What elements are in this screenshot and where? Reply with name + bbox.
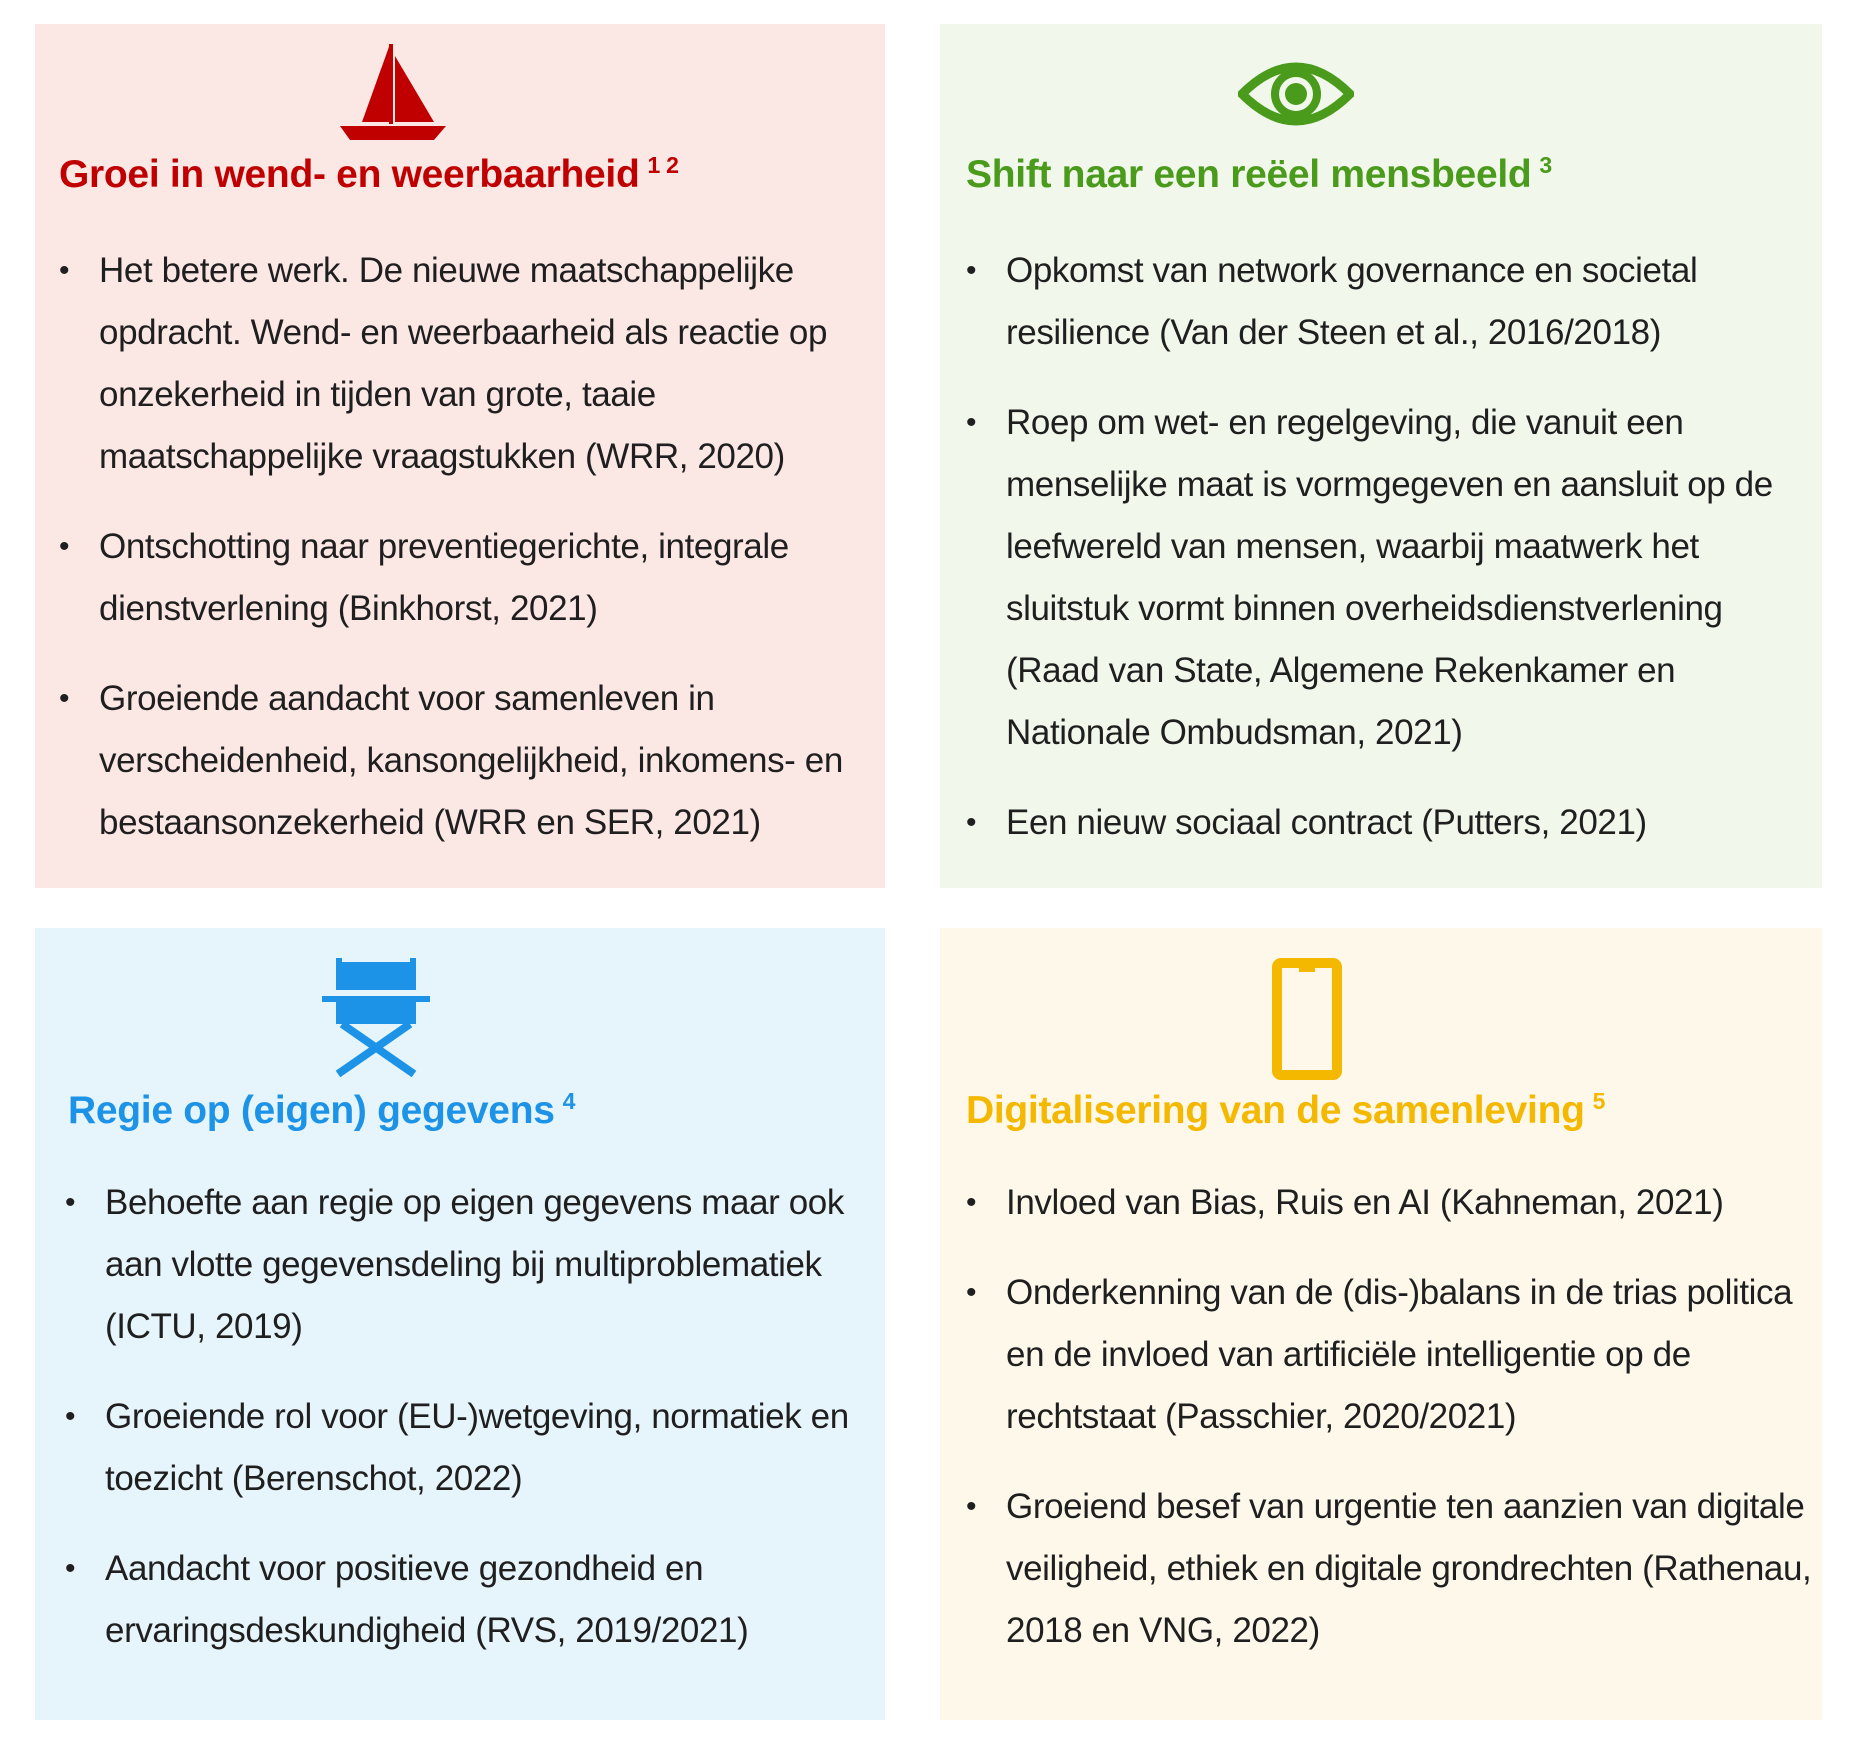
list-item: • Roep om wet- en regelgeving, die vanuit een menselijke maat is vormgegeven en aansluit op de leefwereld van mensen, waarbij maatwerk het sluitstuk vormt binnen overheidsdienstverlening (Raad van State, Algemene Rekenkamer en Nationale Ombudsman, 2021) (966, 392, 1812, 764)
sailboat-icon (338, 42, 448, 142)
eye-icon (1238, 54, 1354, 134)
footnote-ref: 1 2 (647, 152, 679, 178)
bullet-list (65, 1172, 875, 1662)
panel-data-control (35, 928, 885, 1720)
list-item: • Opkomst van network governance en societal resilience (Van der Steen et al., 2016/2018) (966, 240, 1812, 364)
panel-human-view (940, 24, 1822, 888)
list-item: • Groeiend besef van urgentie ten aanzien van digitale veiligheid, ethiek en digitale grondrechten (Rathenau, 2018 en VNG, 2022) (966, 1476, 1812, 1662)
panel-title: Groei in wend- en weerbaarheid $^{1 2}$ (59, 152, 679, 196)
bullet-list (59, 240, 869, 854)
list-item: • Groeiende rol voor (EU-)wetgeving, normatiek en toezicht (Berenschot, 2022) (65, 1386, 875, 1510)
list-item: • Ontschotting naar preventiegerichte, integrale dienstverlening (Binkhorst, 2021) (59, 516, 869, 640)
smartphone-icon (1272, 958, 1342, 1080)
list-item: • Behoefte aan regie op eigen gegevens maar ook aan vlotte gegevensdeling bij multiproblematiek (ICTU, 2019) (65, 1172, 875, 1358)
footnote-ref: 4 (562, 1088, 576, 1114)
bullet-list (966, 1172, 1812, 1662)
panel-title: Digitalisering van de samenleving $^5$ (966, 1088, 1606, 1132)
list-item: • Groeiende aandacht voor samenleven in verscheidenheid, kansongelijkheid, inkomens- en bestaansonzekerheid (WRR en SER, 2021) (59, 668, 869, 854)
panel-title: Regie op (eigen) gegevens $^4$ (68, 1088, 576, 1132)
panel-title: Shift naar een reëel mensbeeld $^3$ (966, 152, 1552, 196)
list-item: • Aandacht voor positieve gezondheid en ervaringsdeskundigheid (RVS, 2019/2021) (65, 1538, 875, 1662)
directors-chair-icon (320, 956, 432, 1078)
panel-resilience (35, 24, 885, 888)
list-item: • Onderkenning van de (dis-)balans in de trias politica en de invloed van artificiële intelligentie op de rechtstaat (Passchier, 2020/2021) (966, 1262, 1812, 1448)
footnote-ref: 5 (1592, 1088, 1606, 1114)
panel-digitalisation (940, 928, 1822, 1720)
footnote-ref: 3 (1539, 152, 1552, 178)
list-item: • Het betere werk. De nieuwe maatschappelijke opdracht. Wend- en weerbaarheid als reactie op onzekerheid in tijden van grote, taaie maatschappelijke vraagstukken (WRR, 2020) (59, 240, 869, 488)
list-item: • Een nieuw sociaal contract (Putters, 2021) (966, 792, 1812, 854)
bullet-list (966, 240, 1812, 854)
list-item: • Invloed van Bias, Ruis en AI (Kahneman, 2021) (966, 1172, 1812, 1234)
